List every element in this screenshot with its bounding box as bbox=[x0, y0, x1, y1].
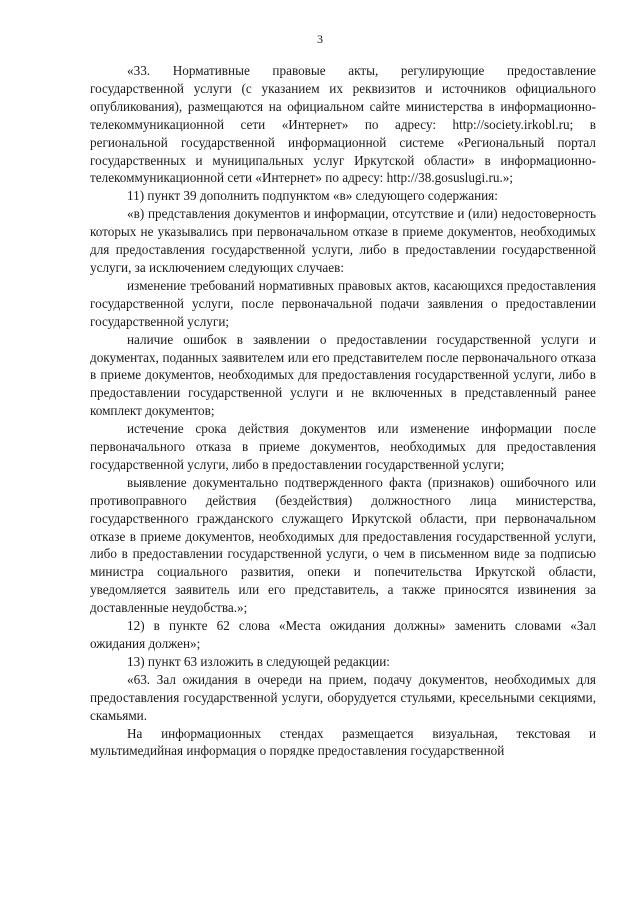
paragraph-item-33: «33. Нормативные правовые акты, регулирующие предоставление государственной услуги (с указанием их реквизитов и источников официального опубликования), размещаются на официальном сайте министерства в информационно-телекоммуникационной сети «Интернет» по адресу: http://society.irkobl.ru; в региональной государственной информационной системе «Региональный портал государственных и муниципальных услуг Иркутской области» в информационно-телекоммуникационной сети «Интернет» по адресу: http://38.gosuslugi.ru.»; bbox=[90, 63, 596, 186]
page-number: 3 bbox=[317, 32, 323, 46]
paragraph-case-requirements-change: изменение требований нормативных правовых актов, касающихся предоставления государственной услуги, после первоначальной подачи заявления о предоставлении государственной услуги; bbox=[90, 277, 596, 329]
paragraph-case-errors: наличие ошибок в заявлении о предоставлении государственной услуги и документах, поданных заявителем или его представителем после первоначального отказа в приеме документов, необходимых для предоставления государственной услуги, либо в предоставлении государственной услуги и не включенных в представленный ранее комплект документов; bbox=[90, 331, 596, 419]
paragraph-amendment-13: 13) пункт 63 изложить в следующей редакции: bbox=[127, 653, 390, 669]
document-body bbox=[90, 62, 596, 760]
paragraph-item-63: «63. Зал ожидания в очереди на прием, подачу документов, необходимых для предоставления государственной услуги, оборудуется стульями, кресельными секциями, скамьями. bbox=[90, 671, 596, 723]
paragraph-subitem-v: «в) представления документов и информации, отсутствие и (или) недостоверность которых не указывались при первоначальном отказе в приеме документов, необходимых для предоставления государственной услуги, либо в предоставлении государственной услуги, за исключением следующих случаев: bbox=[90, 206, 596, 275]
paragraph-amendment-12: 12) в пункте 62 слова «Места ожидания должны» заменить словами «Зал ожидания должен»; bbox=[90, 618, 596, 651]
paragraph-case-expiry: истечение срока действия документов или изменение информации после первоначального отказа в приеме документов, необходимых для предоставления государственной услуги, либо в предоставлении государственной услуги; bbox=[90, 421, 596, 472]
paragraph-info-stands: На информационных стендах размещается визуальная, текстовая и мультимедийная информация о порядке предоставления государственной bbox=[90, 725, 596, 759]
paragraph-amendment-11: 11) пункт 39 дополнить подпунктом «в» следующего содержания: bbox=[127, 188, 498, 204]
paragraph-case-official-fault: выявление документально подтвержденного факта (признаков) ошибочного или противоправного действия (бездействия) должностного лица министерства, государственного гражданского служащего Иркутской области, при первоначальном отказе в приеме документов, необходимых для предоставления государственной услуги, либо в предоставлении государственной услуги, о чем в письменном виде за подписью министра социального развития, опеки и попечительства Иркутской области, уведомляется заявитель или его представитель, а также приносятся извинения за доставленные неудобства.»; bbox=[90, 474, 596, 616]
